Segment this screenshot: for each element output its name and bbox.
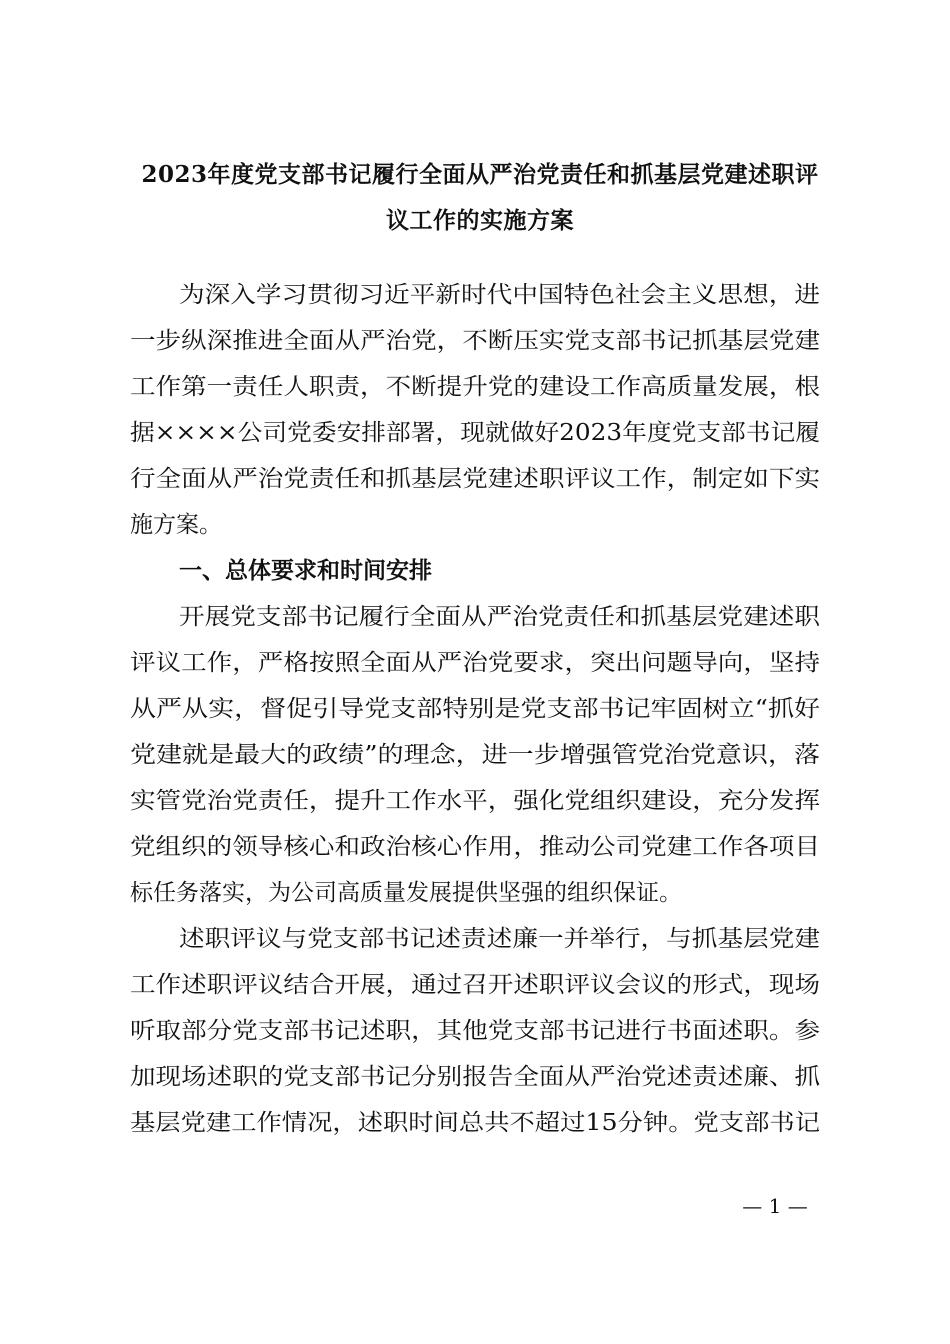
intro-paragraph-line: [0, 456, 950, 502]
line-text: 施方案。: [130, 512, 222, 538]
section-paragraph-line: [0, 686, 950, 732]
section-paragraph-line: [0, 1054, 950, 1100]
line-text: 听取部分党支部书记述职，其他党支部书记进行书面述职。参: [130, 1018, 820, 1044]
line-text: 行全面从严治党责任和抓基层党建述职评议工作，制定如下实: [130, 466, 820, 492]
line-text: 为深入学习贯彻习近平新时代中国特色社会主义思想，进: [179, 282, 821, 308]
intro-paragraph-line: [0, 318, 950, 364]
section-paragraph-line: [0, 962, 950, 1008]
document-title-line-1: 2023年度党支部书记履行全面从严治党责任和抓基层党建述职评: [141, 161, 819, 188]
line-text: 从严从实，督促引导党支部特别是党支部书记牢固树立“抓好: [130, 696, 821, 722]
line-text: 一步纵深推进全面从严治党，不断压实党支部书记抓基层党建: [130, 328, 820, 354]
line-text: 党建就是最大的政绩”的理念，进一步增强管党治党意识，落: [130, 742, 821, 768]
line-text: 实管党治党责任，提升工作水平，强化党组织建设，充分发挥: [130, 788, 820, 814]
section-paragraph-line: [0, 870, 950, 916]
line-text: 党组织的领导核心和政治核心作用，推动公司党建工作各项目: [130, 834, 820, 860]
section-heading: [0, 548, 950, 594]
section-paragraph-line: [0, 732, 950, 778]
section-paragraph-line: [0, 640, 950, 686]
section-paragraph-line: [0, 778, 950, 824]
line-text: 基层党建工作情况，述职时间总共不超过15分钟。党支部书记: [130, 1110, 821, 1136]
line-text: 工作第一责任人职责，不断提升党的建设工作高质量发展，根: [130, 374, 820, 400]
line-text: 加现场述职的党支部书记分别报告全面从严治党述责述廉、抓: [130, 1064, 820, 1090]
section-paragraph-line: [0, 1008, 950, 1054]
line-text: 评议工作，严格按照全面从严治党要求，突出问题导向，坚持: [130, 650, 820, 676]
section-paragraph-line: [0, 1100, 950, 1146]
page-number: — 1 —: [742, 1194, 808, 1218]
intro-paragraph-line: [0, 410, 950, 456]
document-title-line-2: 议工作的实施方案: [386, 207, 574, 234]
section-heading-text: 一、总体要求和时间安排: [179, 558, 432, 584]
section-paragraph-line: [0, 916, 950, 962]
line-text: 述职评议与党支部书记述责述廉一并举行，与抓基层党建: [179, 926, 821, 952]
line-text: 据××××公司党委安排部署，现就做好2023年度党支部书记履: [130, 420, 821, 446]
section-paragraph-line: [0, 824, 950, 870]
line-text: 开展党支部书记履行全面从严治党责任和抓基层党建述职: [179, 604, 821, 630]
line-text: 标任务落实，为公司高质量发展提供坚强的组织保证。: [130, 880, 682, 906]
intro-paragraph-line: [0, 272, 950, 318]
intro-paragraph-line: [0, 364, 950, 410]
intro-paragraph-line: [0, 502, 950, 548]
section-paragraph-line: [0, 594, 950, 640]
line-text: 工作述职评议结合开展，通过召开述职评议会议的形式，现场: [130, 972, 820, 998]
